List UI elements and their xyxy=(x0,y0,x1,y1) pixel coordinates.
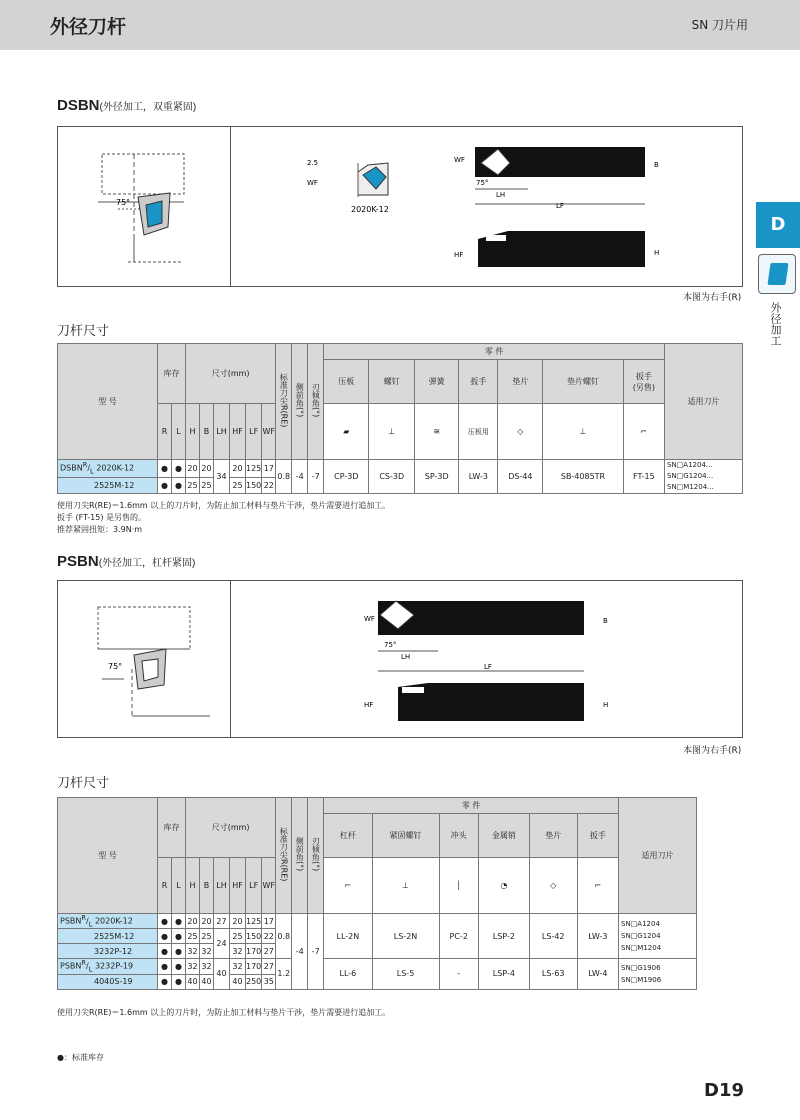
dsbn-drawing xyxy=(58,127,744,288)
svg-text:B: B xyxy=(654,161,659,169)
stock-legend: ●：标准库存 xyxy=(57,1053,104,1062)
svg-text:LF: LF xyxy=(484,663,492,671)
svg-text:LH: LH xyxy=(496,191,506,199)
svg-text:LF: LF xyxy=(556,202,564,210)
shim-icon: ◇ xyxy=(529,858,577,914)
punch-icon: │ xyxy=(439,858,478,914)
insert-icon xyxy=(758,254,796,294)
dsbn-heading: DSBN(外径加工，双重紧固) xyxy=(57,97,197,114)
table-row: $DSBN^R/_L$ 2020K-12 xyxy=(58,460,158,478)
clamp-icon: ▰ xyxy=(324,404,369,460)
side-section-label: 外径加工 xyxy=(769,302,782,346)
section-tab-d[interactable]: D xyxy=(756,202,800,248)
psbn-heading: PSBN(外径加工，杠杆紧固) xyxy=(57,553,196,570)
svg-text:H: H xyxy=(654,249,660,257)
psbn-table-title: 刀杆尺寸 xyxy=(57,776,110,791)
svg-text:75°: 75° xyxy=(476,179,489,187)
table-row: 2525M-12 xyxy=(58,929,158,944)
svg-text:B: B xyxy=(603,617,608,625)
screw-icon: ⊥ xyxy=(369,404,415,460)
dsbn-figure xyxy=(57,126,743,287)
table-row: $PSBN^R/_L$ 3232P-19 xyxy=(58,959,158,974)
key-icon: ⌐ xyxy=(623,404,664,460)
psbn-notes: 使用刀尖R(RE)＝1.6mm 以上的刀片时，为防止加工材料与垫片干涉，垫片需要进行追加工。 xyxy=(57,1008,391,1017)
svg-text:LH: LH xyxy=(401,653,411,661)
psbn-table: 型 号 库存 尺寸(mm) 标准刀尖R(RE) 侧前角(°) 刃倾角(°) 零 件 适用刀片 杠杆 紧固螺钉 冲头 金属销 垫片 扳手 R L H B LH HF LF WF ⌐ ⊥ │ ◔ ◇ ⌐ $PSBN^R/_L$ 2020K-12 ● ● 20 20 27 20 125 17 0.8 -4 -7 LL-2N LS-2N PC-2 LSP-2 LS-42 LW-3 SN□A1204 SN□G1204 SN□M1204 2525M-12 ● ● 25 25 24 25 150 22 3232P-12 ● ● 32 32 32 170 27 $PSBN^R/_L$ 3232P-19 ● ● 32 32 40 32 170 27 1.2 LL-6 LS-5 - LSP-4 LS-63 LW-4 SN□G1906 SN□M1906 4040S-19 ● ● 40 40 40 250 35 xyxy=(57,797,697,990)
svg-text:HF: HF xyxy=(454,251,464,259)
shim-icon: ◇ xyxy=(498,404,543,460)
spring-icon: ≋ xyxy=(415,404,459,460)
table-row: $PSBN^R/_L$ 2020K-12 xyxy=(58,914,158,929)
psbn-caption: 本图为右手(R) xyxy=(683,746,742,756)
svg-text:75°: 75° xyxy=(384,641,397,649)
dsbn-caption: 本图为右手(R) xyxy=(683,293,742,303)
page-header xyxy=(0,0,800,50)
psbn-drawing xyxy=(58,581,744,739)
svg-text:WF: WF xyxy=(454,156,465,164)
dsbn-angle-label: 75° xyxy=(116,198,131,207)
wrench-icon: ⌐ xyxy=(577,858,618,914)
page-title: 外径刀杆 xyxy=(50,16,127,38)
table-row: 3232P-12 xyxy=(58,944,158,959)
pin-icon: ◔ xyxy=(478,858,529,914)
psbn-figure xyxy=(57,580,743,738)
dsbn-table: 型 号 库存 尺寸(mm) 标准刀尖R(RE) 侧前角(°) 刃倾角(°) 零 件 适用刀片 压板 螺钉 弹簧 扳手 垫片 垫片螺钉 扳手 (另售) R L H B LH HF LF WF ▰ ⊥ ≋ 压板用 ◇ ⊥ ⌐ $DSBN^R/_L$ 2020K-12 ● ● 20 20 34 20 125 17 0.8 -4 -7 CP-3D CS-3D SP-3D LW-3 DS-44 SB-4085TR FT-15 SN□A1204... SN□G1204... SN□M1204... 2525M-12 ● ● 25 25 25 150 22 xyxy=(57,343,743,494)
dsbn-model-label: 2020K-12 xyxy=(351,205,389,214)
table-row: 4040S-19 xyxy=(58,974,158,989)
wrench-icon: 压板用 xyxy=(459,404,498,460)
lever-icon: ⌐ xyxy=(324,858,372,914)
dsbn-table-title: 刀杆尺寸 xyxy=(57,324,110,339)
svg-text:WF: WF xyxy=(364,615,375,623)
header-category: SN 刀片用 xyxy=(691,18,748,32)
svg-text:H: H xyxy=(603,701,609,709)
svg-text:WF: WF xyxy=(307,179,318,187)
clamp-screw-icon: ⊥ xyxy=(372,858,439,914)
table-row: 2525M-12 xyxy=(58,477,158,493)
dsbn-notes: 使用刀尖R(RE)＝1.6mm 以上的刀片时，为防止加工材料与垫片干涉，垫片需要进行追加工。 扳手 (FT-15) 是另售的。 推荐紧固扭矩：3.9N·m xyxy=(57,501,391,534)
svg-text:HF: HF xyxy=(364,701,374,709)
svg-text:2.5: 2.5 xyxy=(307,159,319,167)
page-number: D19 xyxy=(704,1080,744,1101)
svg-text:75°: 75° xyxy=(108,662,123,671)
shim-screw-icon: ⊥ xyxy=(543,404,623,460)
